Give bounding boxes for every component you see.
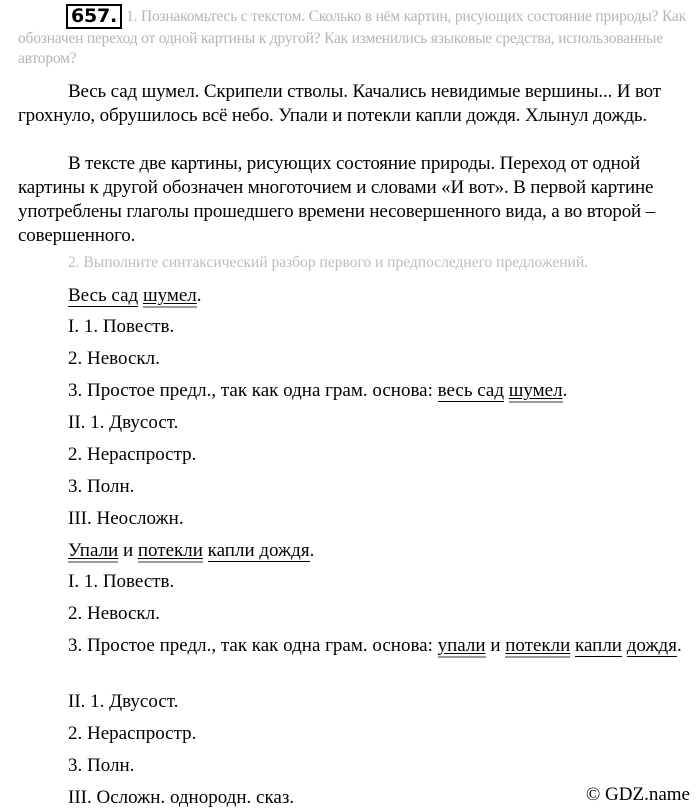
watermark: © GDZ.name: [585, 784, 690, 805]
parse-line: II. 1. Двусост.: [68, 412, 179, 433]
source-text-paragraph: Весь сад шумел. Скрипели стволы. Качались невидимые вершины... И вот грохнуло, обрушилось всё небо. Упали и потекли капли дождя. Хлынул дождь.: [18, 81, 661, 126]
predicate: шумел: [508, 380, 563, 401]
subject: весь сад: [437, 380, 505, 401]
parse-line: III. Осложн. однородн. сказ.: [68, 787, 295, 808]
exercise-number: 657.: [66, 4, 122, 29]
parse-line: III. Неосложн.: [68, 508, 184, 529]
answer-paragraph: В тексте две картины, рисующих состояние природы. Переход от одной картины к другой обозначен многоточием и словами «И вот». В первой картине употреблены глаголы прошедшего времени несовершенного вида, а во второй – совершенного.: [18, 153, 656, 246]
predicate: шумел: [142, 285, 197, 306]
exercise-task: [18, 4, 688, 69]
task-text: 1. Познакомьтесь с текстом. Сколько в нём картин, рисующих состояние природы? Как обозначен переход от одной картины к другой? Как изменились языковые средства, использованные автором?: [18, 8, 686, 67]
parse-line: 2. Невоскл.: [68, 348, 160, 369]
parsed-sentence-2: Упали и потекли капли дождя.: [68, 540, 315, 561]
predicate: Упали: [68, 540, 119, 561]
parse-line: 2. Нераспростр.: [68, 723, 197, 744]
subject: Весь сад: [68, 285, 139, 306]
parse-line: I. 1. Повеств.: [68, 571, 175, 592]
predicate: потекли: [137, 540, 203, 561]
basis-line: 3. Простое предл., так как одна грам. основа: упали и потекли капли дождя.: [68, 635, 682, 656]
parse-line: 2. Невоскл.: [68, 603, 160, 624]
parse-line: II. 1. Двусост.: [68, 691, 179, 712]
subject: капли: [575, 635, 622, 656]
basis-line: 3. Простое предл., так как одна грам. основа: весь сад шумел.: [68, 380, 568, 401]
predicate: потекли: [505, 635, 571, 656]
parse-line: 3. Полн.: [68, 755, 135, 776]
parse-line: 2. Нераспростр.: [68, 444, 197, 465]
predicate: упали: [437, 635, 486, 656]
parsed-sentence-1: Весь сад шумел.: [68, 285, 202, 306]
subject: дождя: [626, 635, 677, 656]
subject: капли дождя: [207, 540, 310, 561]
sub-task: 2. Выполните синтаксический разбор первого и предпоследнего предложений.: [68, 254, 589, 271]
parse-line: I. 1. Повеств.: [68, 316, 175, 337]
parse-line: 3. Полн.: [68, 476, 135, 497]
